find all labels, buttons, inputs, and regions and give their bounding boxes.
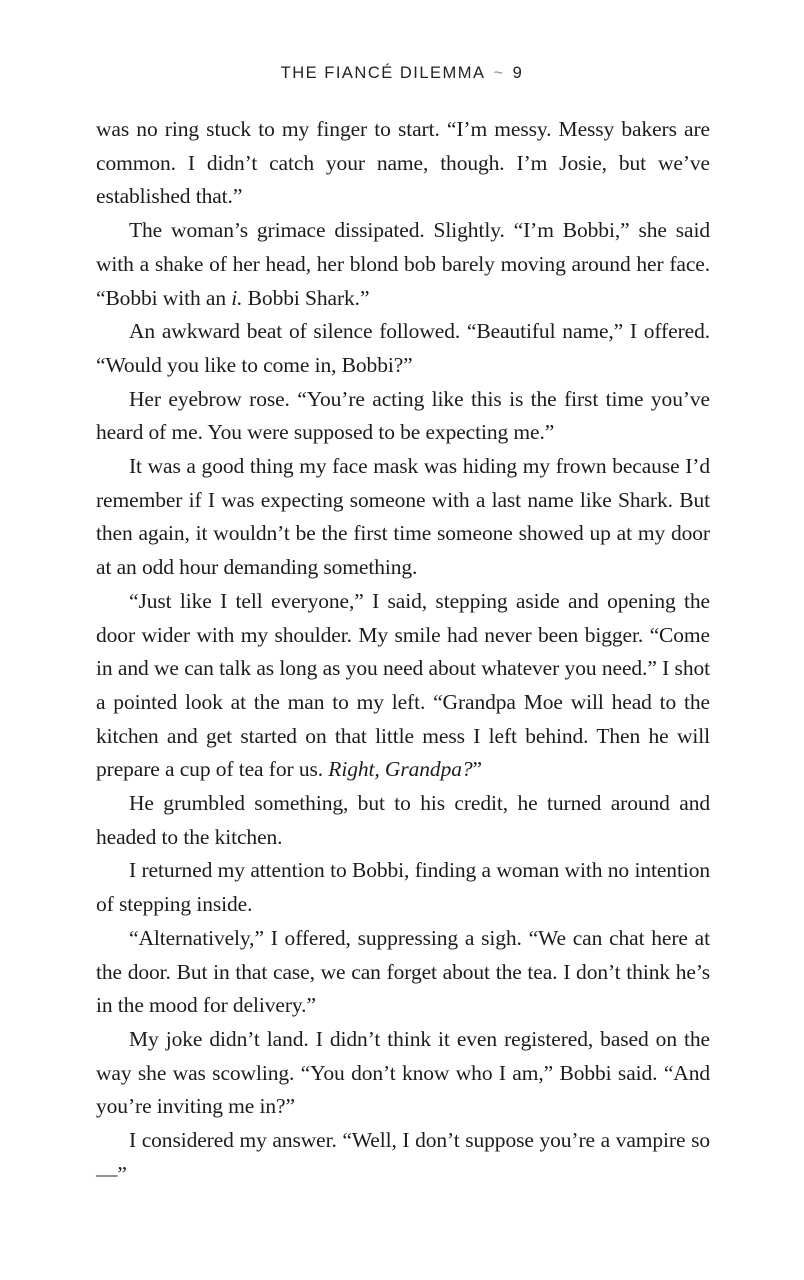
paragraph: Her eyebrow rose. “You’re acting like this is the first time you’ve heard of me. You were supposed to be expecting me.” xyxy=(96,386,710,445)
paragraph: He grumbled something, but to his credit, he turned around and headed to the kitchen. xyxy=(96,791,710,849)
page-number: 9 xyxy=(512,64,524,82)
italic-text: Right, Grandpa? xyxy=(328,757,473,782)
paragraph: I considered my answer. “Well, I don’t suppose you’re a vampire so—” xyxy=(96,1128,710,1186)
paragraph xyxy=(96,585,710,787)
paragraph: An awkward beat of silence followed. “Beautiful name,” I offered. “Would you like to come in, Bobbi?” xyxy=(96,319,710,377)
paragraph-text: “Just like I tell everyone,” I said, stepping aside and opening the door wider with my shoulder. My smile had never been bigger. “Come in and we can talk as long as you need about whatever you need.” I shot a pointed look at the man to my left. “Grandpa Moe will head to the kitchen and get started on that little mess I left behind. Then he will prepare a cup of tea for us. xyxy=(96,588,710,782)
paragraph xyxy=(96,214,710,315)
running-header xyxy=(0,64,804,83)
paragraph: My joke didn’t land. I didn’t think it even registered, based on the way she was scowling. “You don’t know who I am,” Bobbi said. “And you’re inviting me in?” xyxy=(96,1026,710,1119)
tilde-separator: ~ xyxy=(493,64,505,82)
paragraph-text: The woman’s grimace dissipated. Slightly. “I’m Bobbi,” she said with a shake of her head, her blond bob barely moving around her face. “Bobbi with an xyxy=(96,218,710,310)
paragraph: “Alternatively,” I offered, suppressing a sigh. “We can chat here at the door. But in that case, we can forget about the tea. I don’t think he’s in the mood for delivery.” xyxy=(96,925,710,1018)
paragraph: I returned my attention to Bobbi, finding a woman with no intention of stepping inside. xyxy=(96,858,710,917)
italic-text: i. xyxy=(231,285,243,310)
book-title: THE FIANCÉ DILEMMA xyxy=(280,64,486,82)
paragraph-text: ” xyxy=(472,757,482,782)
paragraph: It was a good thing my face mask was hiding my frown because I’d remember if I was expecting someone with a last name like Shark. But then again, it wouldn’t be the first time someone showed up at my door at an odd hour demanding something. xyxy=(96,454,710,580)
body-text xyxy=(96,113,710,1192)
paragraph: was no ring stuck to my finger to start. “I’m messy. Messy bakers are common. I didn’t catch your name, though. I’m Josie, but we’ve established that.” xyxy=(96,117,710,209)
paragraph-text: Bobbi Shark.” xyxy=(242,285,370,310)
